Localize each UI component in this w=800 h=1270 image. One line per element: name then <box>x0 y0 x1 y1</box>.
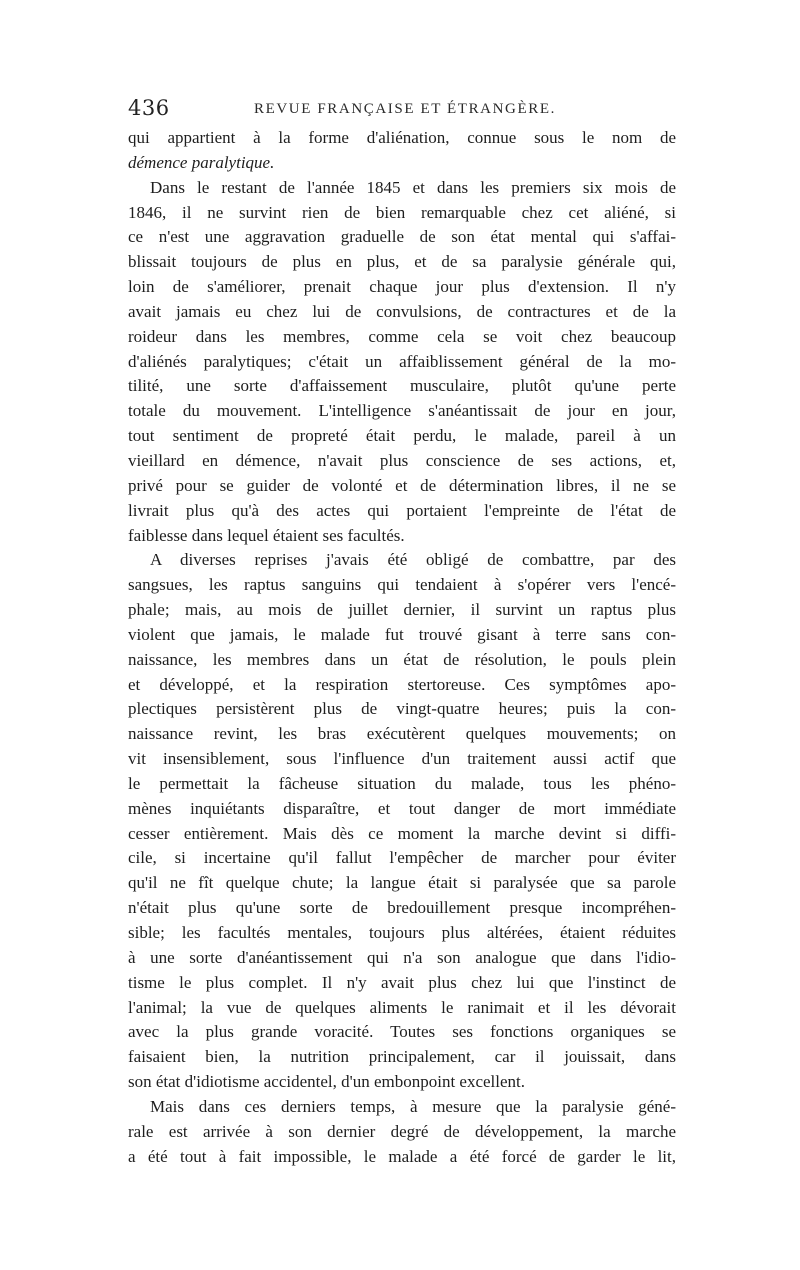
text-line: et développé, et la respiration stertoreuse. Ces symptômes apo- <box>128 674 676 694</box>
text-line: 1846, il ne survint rien de bien remarquable chez cet aliéné, si <box>128 202 676 222</box>
text-line: livrait plus qu'à des actes qui portaient l'empreinte de l'état de <box>128 500 676 520</box>
text-line: sangsues, les raptus sanguins qui tendaient à s'opérer vers l'encé- <box>128 575 676 595</box>
text-line: l'animal; la vue de quelques aliments le ranimait et il les dévorait <box>128 997 676 1017</box>
text-line: Mais dans ces derniers temps, à mesure que la paralysie géné- <box>150 1096 676 1116</box>
text-line: a été tout à fait impossible, le malade a été forcé de garder le lit, <box>128 1146 676 1166</box>
text-line: tisme le plus complet. Il n'y avait plus chez lui que l'instinct de <box>128 972 676 992</box>
text-line: avec la plus grande voracité. Toutes ses fonctions organiques se <box>128 1022 676 1042</box>
text-line: plectiques persistèrent plus de vingt-quatre heures; puis la con- <box>128 699 676 719</box>
text-line: tout sentiment de propreté était perdu, le malade, pareil à un <box>128 426 676 446</box>
text-line: son état d'idiotisme accidentel, d'un embonpoint excellent. <box>128 1072 526 1092</box>
page-number: 436 <box>128 96 170 120</box>
running-title: REVUE FRANÇAISE ET ÉTRANGÈRE. <box>254 101 556 117</box>
text-line: rale est arrivée à son dernier degré de développement, la marche <box>128 1121 676 1141</box>
text-line: privé pour se guider de volonté et de détermination libres, il ne se <box>128 475 676 495</box>
text-line: vieillard en démence, n'avait plus conscience de ses actions, et, <box>128 450 676 470</box>
text-line: n'était plus qu'une sorte de bredouillement presque incompréhen- <box>128 898 676 918</box>
text-line: naissance revint, les bras exécutèrent quelques mouvements; on <box>128 724 676 744</box>
text-line: qu'il ne fît quelque chute; la langue était si paralysée que sa parole <box>128 873 676 893</box>
text-line: le permettait la fâcheuse situation du malade, tous les phéno- <box>128 773 676 793</box>
text-line: roideur dans les membres, comme cela se voit chez beaucoup <box>128 326 676 346</box>
text-line: qui appartient à la forme d'aliénation, connue sous le nom de <box>128 128 676 147</box>
text-line: phale; mais, au mois de juillet dernier, il survint un raptus plus <box>128 600 676 620</box>
text-line: démence paralytique. <box>128 152 275 172</box>
text-line: loin de s'améliorer, prenait chaque jour plus d'extension. Il n'y <box>128 277 676 297</box>
text-line: d'aliénés paralytiques; c'était un affaiblissement général de la mo- <box>128 351 676 371</box>
text-line: à une sorte d'anéantissement qui n'a son analogue que dans l'idio- <box>128 947 676 967</box>
text-line: ce n'est une aggravation graduelle de son état mental qui s'affai- <box>128 227 676 247</box>
text-line: naissance, les membres dans un état de résolution, le pouls plein <box>128 649 676 669</box>
text-line: cesser entièrement. Mais dès ce moment la marche devint si diffi- <box>128 823 676 843</box>
text-line: mènes inquiétants disparaître, et tout danger de mort immédiate <box>128 798 676 818</box>
text-line: sible; les facultés mentales, toujours plus altérées, étaient réduites <box>128 923 676 942</box>
text-line: faisaient bien, la nutrition principalement, car il jouissait, dans <box>128 1047 676 1067</box>
running-head <box>128 96 673 124</box>
text-line: vit insensiblement, sous l'influence d'un traitement aussi actif que <box>128 749 676 769</box>
text-line: Dans le restant de l'année 1845 et dans les premiers six mois de <box>150 177 676 197</box>
body-text <box>128 126 676 1169</box>
text-line: faiblesse dans lequel étaient ses facultés. <box>128 525 405 545</box>
text-line: blissait toujours de plus en plus, et de sa paralysie générale qui, <box>128 252 676 272</box>
text-line: A diverses reprises j'avais été obligé de combattre, par des <box>150 550 676 570</box>
text-line: avait jamais eu chez lui de convulsions, de contractures et de la <box>128 301 676 321</box>
text-line: cile, si incertaine qu'il fallut l'empêcher de marcher pour éviter <box>128 848 676 868</box>
text-line: totale du mouvement. L'intelligence s'anéantissait de jour en jour, <box>128 401 676 421</box>
text-line: tilité, une sorte d'affaissement musculaire, plutôt qu'une perte <box>128 376 676 396</box>
text-line: violent que jamais, le malade fut trouvé gisant à terre sans con- <box>128 624 676 644</box>
